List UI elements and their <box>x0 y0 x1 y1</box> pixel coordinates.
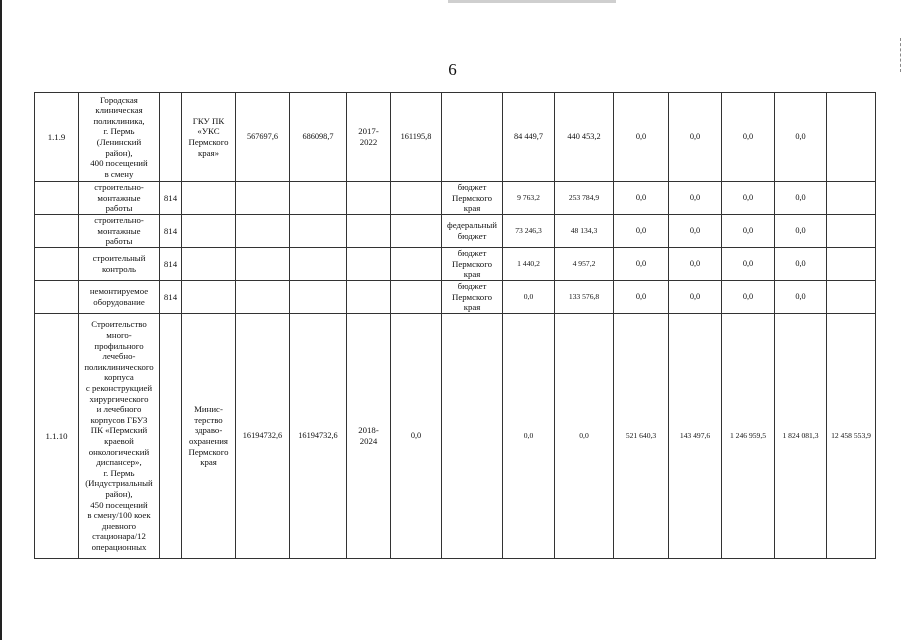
value-cell: 143 497,6 <box>669 314 722 559</box>
value-cell <box>236 215 290 248</box>
budget-table <box>34 92 876 559</box>
object-name: Строительство много- профильного лечебно- поликлинического корпуса с реконструкцией хирургического и лечебного корпусов ГБУЗ ПК «Пермский краевой онкологический диспансер», г. Пермь (Индустриальный район), 450 посещений в смену/100 коек дневного стационара/12 операционных <box>79 314 160 559</box>
work-type: немонтируемое оборудование <box>79 281 160 314</box>
source-cell: бюджет Пермского края <box>442 248 503 281</box>
value-cell: 0,0 <box>555 314 614 559</box>
value-cell: 0,0 <box>503 314 555 559</box>
row-number <box>35 281 79 314</box>
code-cell <box>160 93 182 182</box>
table-row <box>35 182 876 215</box>
table-row <box>35 93 876 182</box>
value-cell: 0,0 <box>775 248 827 281</box>
value-cell: 1 824 081,3 <box>775 314 827 559</box>
period-cell <box>347 182 391 215</box>
value-cell <box>290 248 347 281</box>
value-cell: 686098,7 <box>290 93 347 182</box>
value-cell: 48 134,3 <box>555 215 614 248</box>
customer-cell: ГКУ ПК «УКС Пермского края» <box>182 93 236 182</box>
customer-cell: Минис- терство здраво- охранения Пермского края <box>182 314 236 559</box>
value-cell: 0,0 <box>503 281 555 314</box>
value-cell: 0,0 <box>614 281 669 314</box>
row-number: 1.1.10 <box>35 314 79 559</box>
source-cell <box>442 314 503 559</box>
page-left-edge <box>0 0 2 640</box>
customer-cell <box>182 215 236 248</box>
value-cell: 0,0 <box>722 215 775 248</box>
period-cell <box>347 281 391 314</box>
value-cell: 0,0 <box>722 93 775 182</box>
source-cell <box>442 93 503 182</box>
value-cell: 16194732,6 <box>290 314 347 559</box>
customer-cell <box>182 248 236 281</box>
value-cell <box>827 215 876 248</box>
value-cell <box>391 182 442 215</box>
value-cell: 0,0 <box>722 182 775 215</box>
value-cell: 0,0 <box>775 215 827 248</box>
value-cell: 0,0 <box>775 182 827 215</box>
value-cell: 73 246,3 <box>503 215 555 248</box>
value-cell: 0,0 <box>614 93 669 182</box>
value-cell: 521 640,3 <box>614 314 669 559</box>
row-number <box>35 248 79 281</box>
value-cell: 567697,6 <box>236 93 290 182</box>
value-cell: 0,0 <box>669 93 722 182</box>
value-cell <box>827 182 876 215</box>
value-cell <box>391 281 442 314</box>
code-cell: 814 <box>160 182 182 215</box>
value-cell: 9 763,2 <box>503 182 555 215</box>
value-cell: 0,0 <box>614 182 669 215</box>
source-cell: бюджет Пермского края <box>442 281 503 314</box>
value-cell: 4 957,2 <box>555 248 614 281</box>
work-type: строительно- монтажные работы <box>79 182 160 215</box>
scan-artifact-top <box>448 0 616 3</box>
code-cell <box>160 314 182 559</box>
value-cell: 0,0 <box>775 281 827 314</box>
value-cell: 0,0 <box>614 215 669 248</box>
work-type: строительный контроль <box>79 248 160 281</box>
customer-cell <box>182 182 236 215</box>
row-number: 1.1.9 <box>35 93 79 182</box>
table-row <box>35 215 876 248</box>
value-cell: 0,0 <box>614 248 669 281</box>
value-cell: 0,0 <box>669 281 722 314</box>
value-cell: 0,0 <box>669 182 722 215</box>
value-cell: 253 784,9 <box>555 182 614 215</box>
value-cell <box>290 182 347 215</box>
value-cell: 1 246 959,5 <box>722 314 775 559</box>
period-cell <box>347 248 391 281</box>
value-cell: 0,0 <box>775 93 827 182</box>
work-type: строительно- монтажные работы <box>79 215 160 248</box>
value-cell <box>236 182 290 215</box>
value-cell <box>236 248 290 281</box>
value-cell <box>827 248 876 281</box>
table-row <box>35 281 876 314</box>
value-cell: 1 440,2 <box>503 248 555 281</box>
value-cell <box>391 248 442 281</box>
value-cell <box>827 281 876 314</box>
value-cell <box>290 215 347 248</box>
period-cell: 2018- 2024 <box>347 314 391 559</box>
table-row <box>35 248 876 281</box>
value-cell <box>827 93 876 182</box>
period-cell: 2017- 2022 <box>347 93 391 182</box>
code-cell: 814 <box>160 281 182 314</box>
value-cell: 12 458 553,9 <box>827 314 876 559</box>
value-cell: 0,0 <box>669 215 722 248</box>
value-cell: 133 576,8 <box>555 281 614 314</box>
value-cell: 0,0 <box>722 248 775 281</box>
value-cell: 0,0 <box>391 314 442 559</box>
object-name: Городская клиническая поликлиника, г. Пермь (Ленинский район), 400 посещений в смену <box>79 93 160 182</box>
source-cell: бюджет Пермского края <box>442 182 503 215</box>
value-cell: 16194732,6 <box>236 314 290 559</box>
value-cell <box>236 281 290 314</box>
table-row <box>35 314 876 559</box>
period-cell <box>347 215 391 248</box>
code-cell: 814 <box>160 248 182 281</box>
code-cell: 814 <box>160 215 182 248</box>
page-number: 6 <box>448 60 457 79</box>
row-number <box>35 182 79 215</box>
value-cell <box>391 215 442 248</box>
value-cell: 0,0 <box>669 248 722 281</box>
value-cell: 0,0 <box>722 281 775 314</box>
value-cell: 440 453,2 <box>555 93 614 182</box>
customer-cell <box>182 281 236 314</box>
value-cell: 84 449,7 <box>503 93 555 182</box>
source-cell: федеральный бюджет <box>442 215 503 248</box>
row-number <box>35 215 79 248</box>
value-cell: 161195,8 <box>391 93 442 182</box>
value-cell <box>290 281 347 314</box>
